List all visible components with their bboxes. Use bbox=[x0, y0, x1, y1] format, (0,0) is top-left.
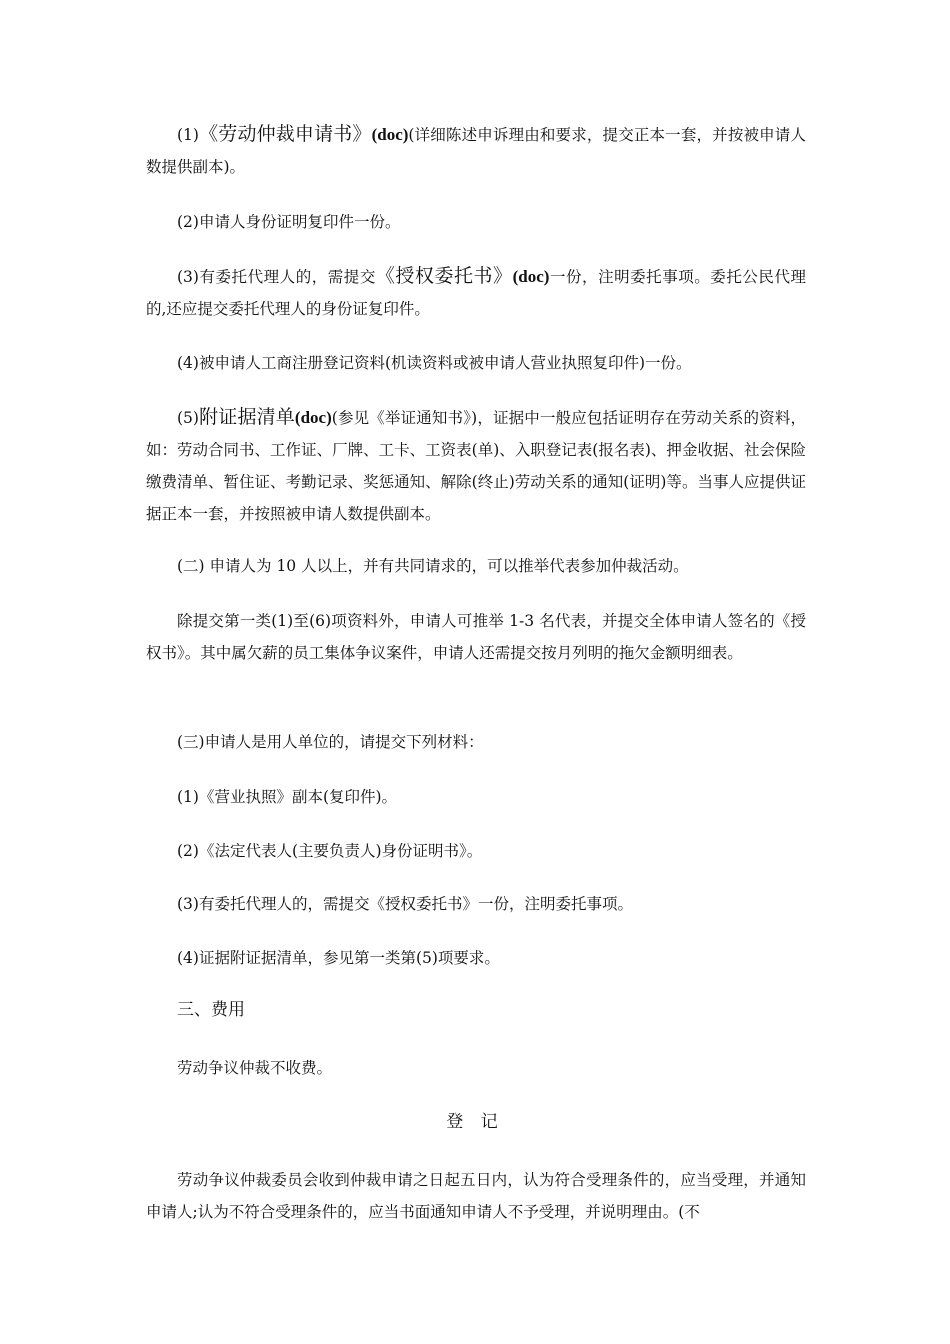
paragraph-item-5 bbox=[146, 401, 806, 530]
registration-heading: 登 记 bbox=[446, 1112, 504, 1132]
paragraph-s3-item-3: (3)有委托代理人的，需提交《授权委托书》一份，注明委托事项。 bbox=[177, 895, 633, 913]
authorization-title: 《授权委托书》 bbox=[375, 265, 513, 287]
doc-link[interactable]: (doc) bbox=[512, 267, 550, 286]
item-number: (5) bbox=[177, 409, 199, 427]
paragraph-s3-item-1: (1)《营业执照》副本(复印件)。 bbox=[177, 788, 398, 806]
paragraph-item-4: (4)被申请人工商注册登记资料(机读资料或被申请人营业执照复印件)一份。 bbox=[177, 354, 692, 372]
paragraph-fees: 劳动争议仲裁不收费。 bbox=[177, 1059, 333, 1077]
paragraph-item-2: (2)申请人身份证明复印件一份。 bbox=[177, 213, 401, 231]
paragraph-section-2-detail: 除提交第一类(1)至(6)项资料外，申请人可推举 1-3 名代表，并提交全体申请人签名的《授权书》。其中属欠薪的员工集体争议案件，申请人还需提交按月列明的拖欠金额明细表。 bbox=[146, 612, 806, 662]
section-heading-fees: 三、费用 bbox=[177, 1000, 245, 1020]
paragraph-s3-item-2: (2)《法定代表人(主要负责人)身份证明书》。 bbox=[177, 842, 483, 860]
doc-link[interactable]: (doc) bbox=[294, 408, 332, 427]
paragraph-item-3 bbox=[146, 260, 806, 325]
doc-link[interactable]: (doc) bbox=[371, 125, 409, 144]
paragraph-section-2: (二) 申请人为 10 人以上，并有共同请求的，可以推举代表参加仲裁活动。 bbox=[177, 557, 689, 575]
paragraph-item-1 bbox=[146, 118, 806, 183]
item-text: (参见《举证通知书》)，证据中一般应包括证明存在劳动关系的资料，如：劳动合同书、工作证、厂牌、工卡、工资表(单)、入职登记表(报名表)、押金收据、社会保险缴费清单、暂住证、考勤记录、奖惩通知、解除(终止)劳动关系的通知(证明)等。当事人应提供证据正本一套，并按照被申请人数提供副本。 bbox=[146, 409, 806, 523]
paragraph-registration: 劳动争议仲裁委员会收到仲裁申请之日起五日内，认为符合受理条件的，应当受理，并通知申请人;认为不符合受理条件的，应当书面通知申请人不予受理，并说明理由。(不 bbox=[146, 1171, 806, 1221]
item-text: 一份，注明委托事项。委托公民代理的,还应提交委托代理人的身份证复印件。 bbox=[146, 268, 806, 318]
application-title: 《劳动仲裁申请书》 bbox=[198, 123, 372, 145]
item-text: (详细陈述申诉理由和要求，提交正本一套，并按被申请人数提供副本)。 bbox=[146, 126, 806, 176]
item-text-pre: (3)有委托代理人的，需提交 bbox=[177, 268, 376, 286]
item-number: (1) bbox=[177, 126, 199, 144]
paragraph-section-3-intro: (三)申请人是用人单位的，请提交下列材料： bbox=[177, 733, 484, 751]
paragraph-s3-item-4: (4)证据附证据清单，参见第一类第(5)项要求。 bbox=[177, 949, 500, 967]
evidence-list-title: 附证据清单 bbox=[198, 406, 295, 428]
